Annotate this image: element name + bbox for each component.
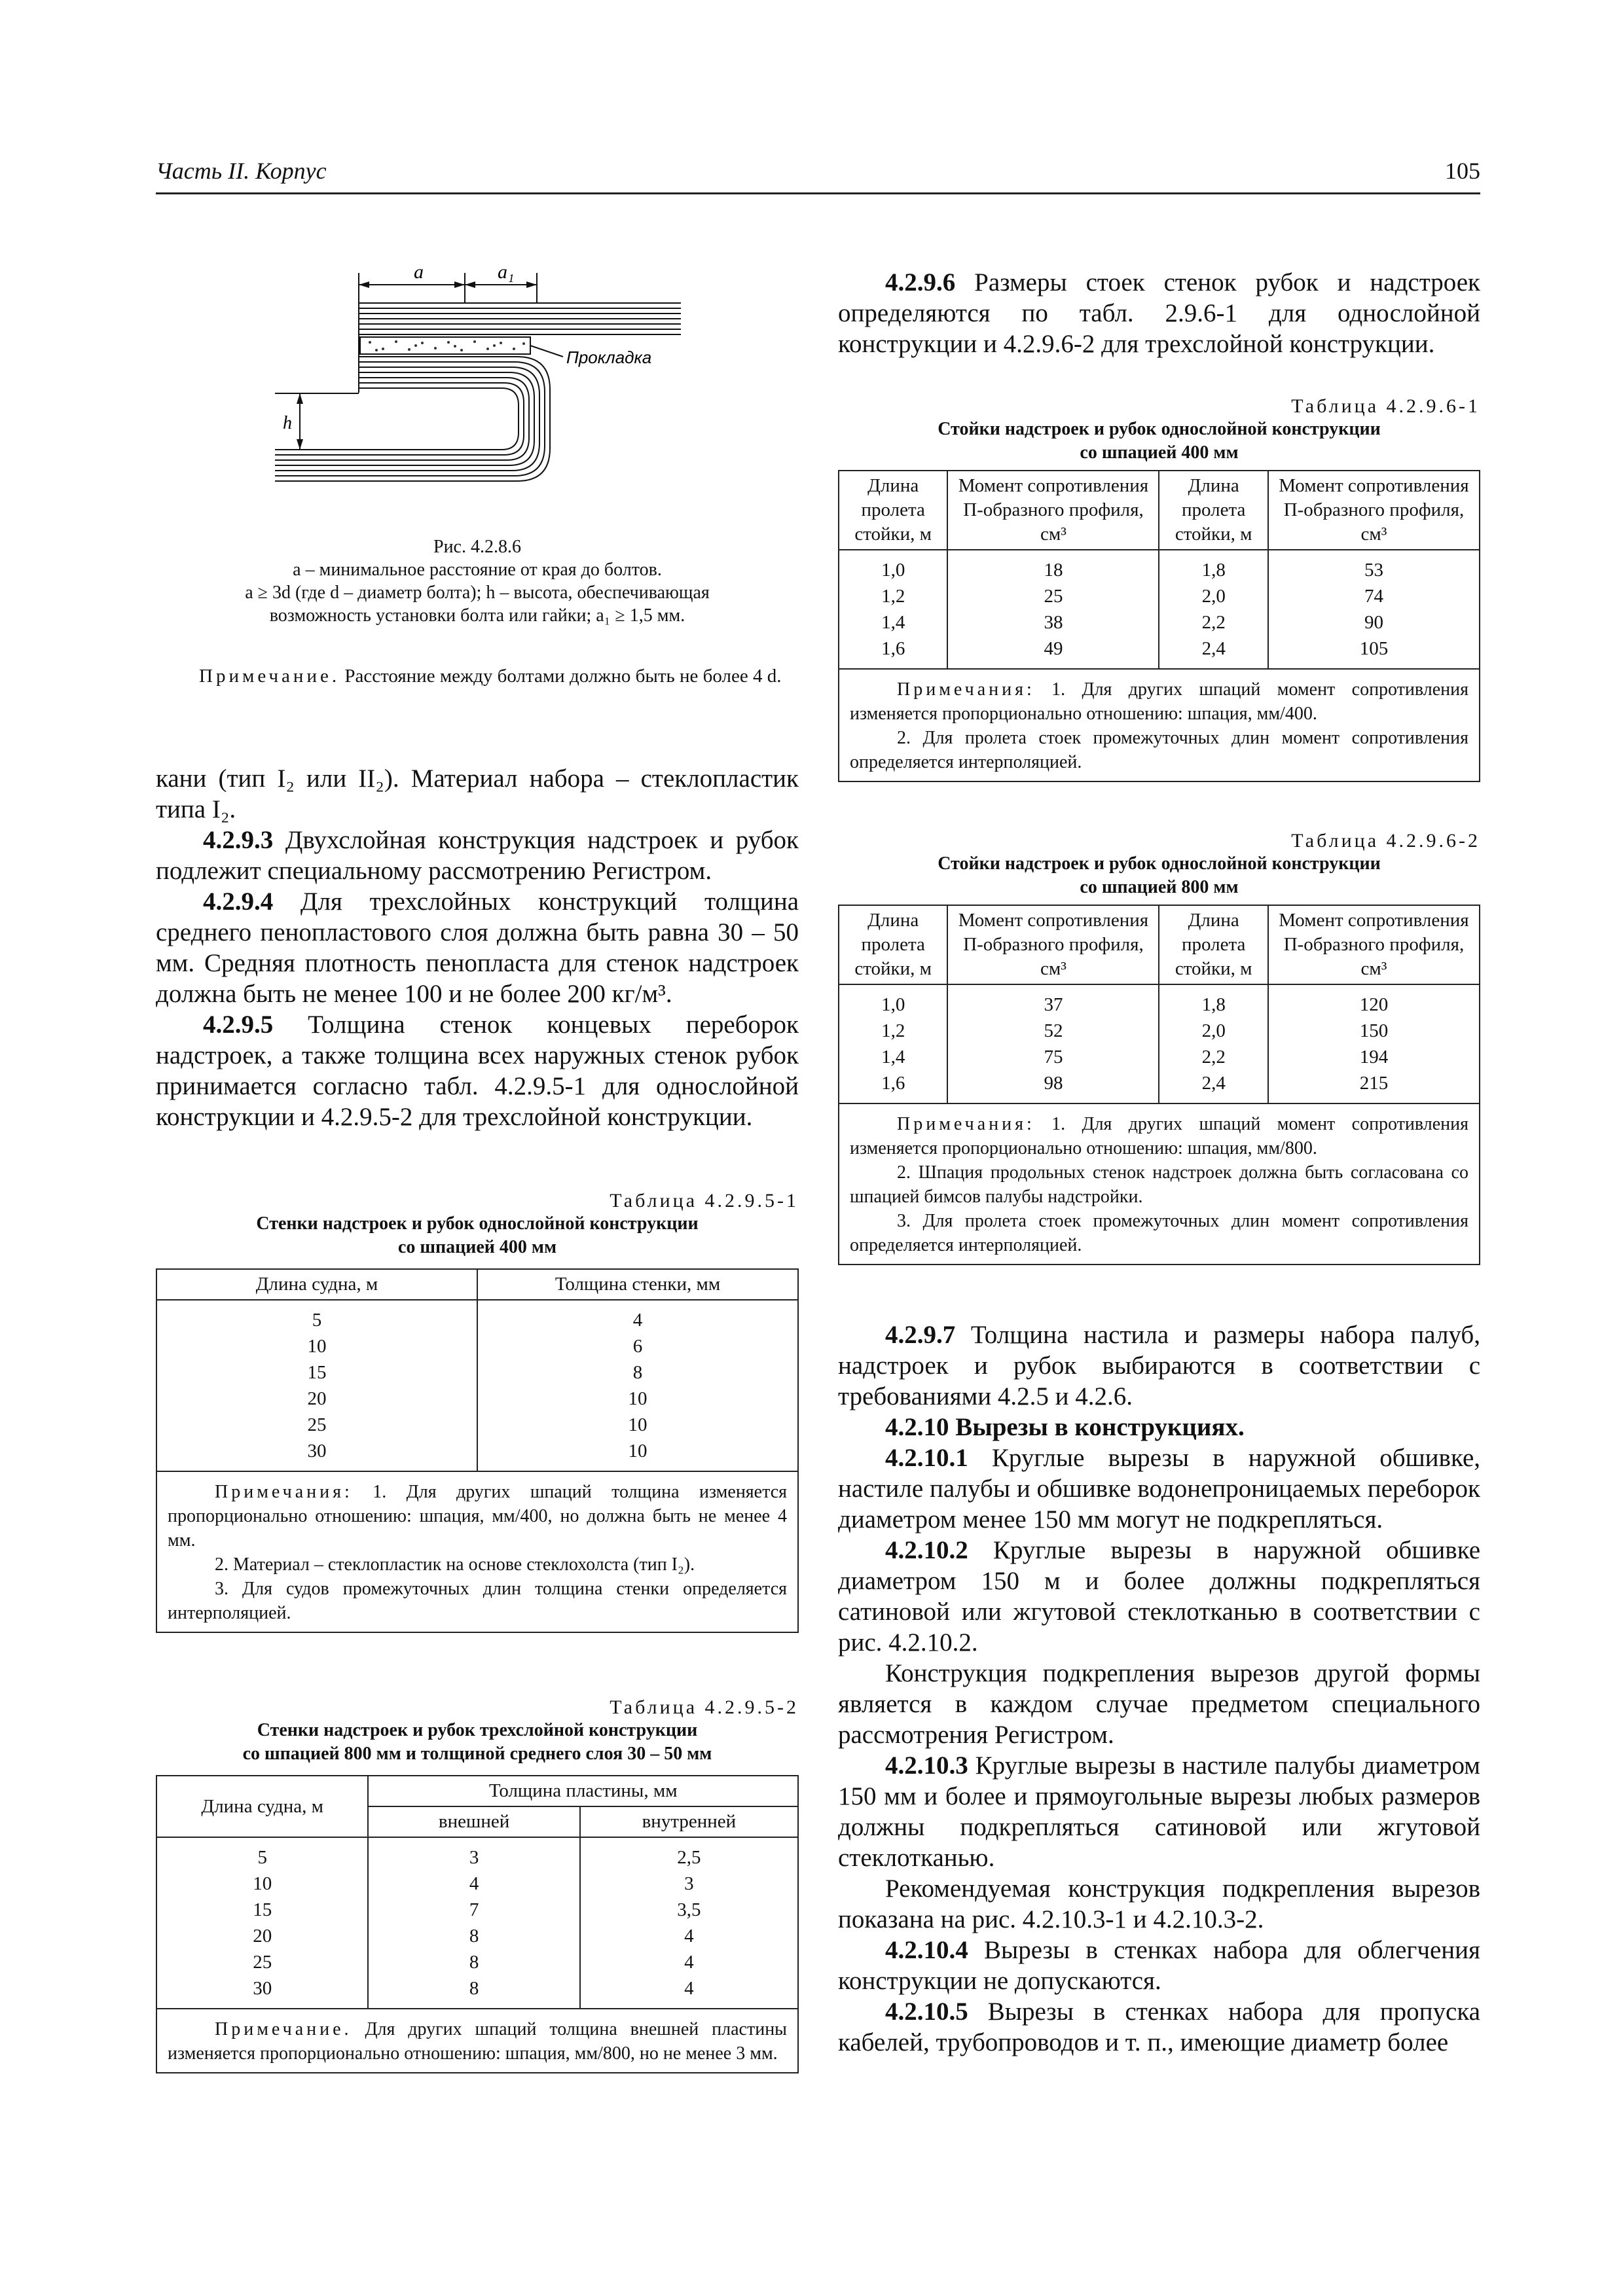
- figure-caption-title: Рис. 4.2.8.6: [433, 537, 521, 557]
- table-4-2-9-5-2: [156, 1696, 799, 2073]
- column-header: внешней: [368, 1806, 579, 1837]
- note-label: Примечание.: [199, 666, 340, 687]
- header-rule: [156, 192, 1480, 194]
- clause-number: 4.2.10.4: [885, 1936, 968, 1964]
- paragraph: 4.2.9.6 Размеры стоек стенок рубок и надстроек определяются по табл. 2.9.6-1 для однослойной конструкции и 4.2.9.6-2 для трехслойной конструкции.: [838, 268, 1480, 358]
- table-notes: Примечание. Для других шпаций толщина внешней пластины изменяется пропорционально отношению: шпация, мм/800, но не менее 3 мм.: [156, 2009, 798, 2073]
- clause-number: 4.2.9.6: [885, 268, 956, 296]
- paragraph: 4.2.10.2 Круглые вырезы в наружной обшивке диаметром 150 м и более должны подкрепляться сатиновой или жгутовой стеклотканью в соответствии с рис. 4.2.10.2.: [838, 1536, 1480, 1657]
- clause-number: 4.2.10.2: [885, 1536, 968, 1564]
- data-table: [156, 1268, 799, 1633]
- paragraph: 4.2.9.5 Толщина стенок концевых переборок надстроек, а также толщина всех наружных стенок рубок принимается согласно табл. 4.2.9.5-1 для однослойной конструкции и 4.2.9.5-2 для трехслойной конструкции.: [156, 1011, 799, 1131]
- dim-a1-label: a₁: [498, 261, 515, 283]
- table-row: 1,4 75 2,2 194: [839, 1044, 1480, 1070]
- table-4-2-9-6-1: [838, 395, 1480, 782]
- table-row: 1,6 49 2,4 105: [839, 636, 1480, 669]
- column-header: Длина пролета стойки, м: [839, 471, 947, 550]
- table-row: 20 8 4: [156, 1923, 798, 1949]
- data-table: [838, 470, 1480, 782]
- table-row: 10 6: [156, 1333, 798, 1359]
- table-row: 25 8 4: [156, 1949, 798, 1975]
- gasket-callout: Прокладка: [566, 348, 652, 367]
- dim-a-label: a: [414, 261, 424, 283]
- table-title: Стенки надстроек и рубок однослойной конструкции со шпацией 400 мм: [256, 1213, 699, 1257]
- table-notes: Примечания: 1. Для других шпаций толщина изменяется пропорционально отношению: шпация, мм/400, но должна быть не менее 4 мм. 2. Материал – стеклопластик на основе стеклохолста (тип I₂). 3. Для судов промежуточных длин толщина стенки определяется интерполяцией.: [156, 1471, 798, 1632]
- table-row: 1,0 37 1,8 120: [839, 984, 1480, 1018]
- figure-caption-line: a – минимальное расстояние от края до болтов.: [293, 560, 662, 580]
- column-header: Момент сопротивления П-образного профиля, см³: [947, 905, 1159, 984]
- table-row: 15 7 3,5: [156, 1897, 798, 1923]
- paragraph: 4.2.10.3 Круглые вырезы в настиле палубы диаметром 150 мм и более и прямоугольные вырезы любых размеров должны подкрепляться сатиновой или жгутовой стеклотканью.: [838, 1751, 1480, 1872]
- table-title: Стойки надстроек и рубок однослойной конструкции со шпацией 800 мм: [938, 853, 1381, 897]
- paragraph: 4.2.9.4 Для трехслойных конструкций толщина среднего пенопластового слоя должна быть равна 30 – 50 мм. Средняя плотность пенопласта для стенок надстроек должна быть не менее 100 и не более 200 кг/м³.: [156, 888, 799, 1008]
- right-text-block: [838, 1319, 1480, 2058]
- table-row: 1,0 18 1,8 53: [839, 550, 1480, 583]
- table-label: Таблица 4.2.9.5-1: [610, 1190, 799, 1211]
- table-notes: Примечания: 1. Для других шпаций момент сопротивления изменяется пропорционально отношению: шпация, мм/800. 2. Шпация продольных стенок надстроек должна быть согласована со шпацией бимсов палубы надстройки. 3. Для пролета стоек промежуточных длин момент сопротивления определяется интерполяцией.: [839, 1103, 1480, 1265]
- column-header: Длина пролета стойки, м: [1159, 905, 1267, 984]
- table-4-2-9-5-1: [156, 1190, 799, 1633]
- column-header: Момент сопротивления П-образного профиля, см³: [1268, 905, 1480, 984]
- table-title: Стойки надстроек и рубок однослойной конструкции со шпацией 400 мм: [938, 419, 1381, 463]
- table-row: 1,6 98 2,4 215: [839, 1070, 1480, 1103]
- table-notes: Примечания: 1. Для других шпаций момент сопротивления изменяется пропорционально отношению: шпация, мм/400. 2. Для пролета стоек промежуточных длин момент сопротивления определяется интерполяцией.: [839, 669, 1480, 781]
- table-row: 25 10: [156, 1412, 798, 1438]
- paragraph: 4.2.9.7 Толщина настила и размеры набора палуб, надстроек и рубок выбираются в соответствии с требованиями 4.2.5 и 4.2.6.: [838, 1321, 1480, 1410]
- note-text: Расстояние между болтами должно быть не более 4 d.: [340, 666, 782, 687]
- table-label: Таблица 4.2.9.6-2: [1291, 830, 1480, 852]
- figure-note: [156, 664, 799, 689]
- paragraph: 4.2.10.4 Вырезы в стенках набора для облегчения конструкции не допускаются.: [838, 1936, 1480, 1995]
- table-row: 10 4 3: [156, 1871, 798, 1897]
- table-row: 30 8 4: [156, 1975, 798, 2009]
- clause-number: 4.2.9.3: [203, 826, 274, 854]
- figure-4-2-8-6: [275, 259, 694, 501]
- section-heading: 4.2.10 Вырезы в конструкциях.: [885, 1413, 1245, 1441]
- column-header: Длина пролета стойки, м: [1159, 471, 1267, 550]
- table-row: 15 8: [156, 1359, 798, 1386]
- data-table: [838, 905, 1480, 1265]
- clause-number: 4.2.10.5: [885, 1998, 968, 2026]
- paragraph: кани (тип I₂ или II₂). Материал набора – стеклопластик типа I₂.: [156, 764, 799, 823]
- table-row: 20 10: [156, 1386, 798, 1412]
- paragraph: Рекомендуемая конструкция подкрепления вырезов показана на рис. 4.2.10.3-1 и 4.2.10.3-2.: [838, 1874, 1480, 1933]
- page-number: 105: [1445, 158, 1480, 184]
- data-table: [156, 1775, 799, 2073]
- bolted-joint-drawing: [275, 259, 694, 501]
- table-row: 1,4 38 2,2 90: [839, 609, 1480, 636]
- running-header-left: Часть II. Корпус: [156, 158, 327, 184]
- table-title: Стенки надстроек и рубок трехслойной конструкции со шпацией 800 мм и толщиной среднего слоя 30 – 50 мм: [242, 1720, 712, 1764]
- table-row: 30 10: [156, 1438, 798, 1471]
- paragraph: Конструкция подкрепления вырезов другой формы является в каждом случае предметом специального рассмотрения Регистром.: [838, 1659, 1480, 1749]
- clause-number: 4.2.9.7: [885, 1321, 956, 1349]
- clause-number: 4.2.9.4: [203, 888, 274, 916]
- table-row: 1,2 52 2,0 150: [839, 1018, 1480, 1044]
- figure-caption-line: возможность установки болта или гайки; a₁ ≥ 1,5 мм.: [269, 605, 685, 626]
- clause-number: 4.2.10.3: [885, 1751, 968, 1780]
- table-4-2-9-6-2: [838, 830, 1480, 1265]
- column-header: Толщина пластины, мм: [368, 1776, 798, 1806]
- column-header: Длина судна, м: [156, 1269, 477, 1300]
- table-row: 5 4: [156, 1300, 798, 1333]
- paragraph: 4.2.10.5 Вырезы в стенках набора для пропуска кабелей, трубопроводов и т. п., имеющие диаметр более: [838, 1998, 1480, 2056]
- table-label: Таблица 4.2.9.6-1: [1291, 395, 1480, 417]
- left-text-block: [156, 763, 799, 1132]
- clause-number: 4.2.9.5: [203, 1011, 274, 1039]
- table-label: Таблица 4.2.9.5-2: [610, 1696, 799, 1718]
- clause-number: 4.2.10.1: [885, 1444, 968, 1472]
- figure-caption: [156, 535, 799, 627]
- right-intro-block: [838, 267, 1480, 359]
- column-header: Длина пролета стойки, м: [839, 905, 947, 984]
- figure-caption-line: a ≥ 3d (где d – диаметр болта); h – высота, обеспечивающая: [245, 583, 710, 603]
- column-header: Момент сопротивления П-образного профиля, см³: [947, 471, 1159, 550]
- column-header: Момент сопротивления П-образного профиля, см³: [1268, 471, 1480, 550]
- column-header: Толщина стенки, мм: [477, 1269, 798, 1300]
- dim-h-label: h: [283, 413, 292, 433]
- column-header: Длина судна, м: [156, 1776, 368, 1837]
- column-header: внутренней: [580, 1806, 798, 1837]
- table-row: 1,2 25 2,0 74: [839, 583, 1480, 609]
- table-row: 5 3 2,5: [156, 1837, 798, 1871]
- paragraph: 4.2.9.3 Двухслойная конструкция надстроек и рубок подлежит специальному рассмотрению Регистром.: [156, 826, 799, 885]
- paragraph: 4.2.10.1 Круглые вырезы в наружной обшивке, настиле палубы и обшивке водонепроницаемых переборок диаметром менее 150 мм могут не подкрепляться.: [838, 1444, 1480, 1534]
